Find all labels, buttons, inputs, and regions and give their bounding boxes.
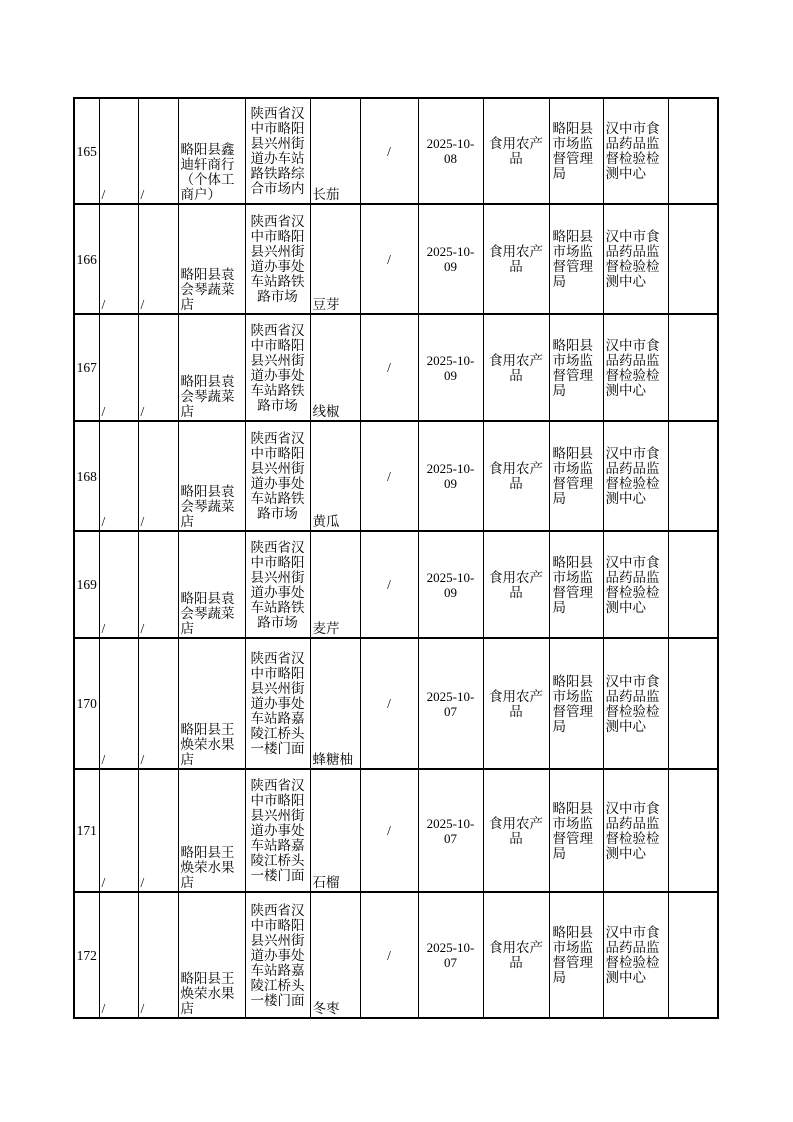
company-name-cell: 略阳县袁会琴蔬菜店 bbox=[178, 314, 245, 421]
serial-number-cell: 166 bbox=[74, 204, 99, 314]
remark-cell bbox=[668, 892, 718, 1018]
serial-number-cell: 165 bbox=[74, 98, 99, 204]
market-authority-cell: 略阳县市场监督管理局 bbox=[549, 769, 603, 892]
placeholder-cell: / bbox=[99, 531, 138, 638]
food-category-cell: 食用农产品 bbox=[483, 421, 549, 531]
address-cell: 陕西省汉中市略阳县兴州街道办事处车站路嘉陵江桥头一楼门面 bbox=[245, 769, 310, 892]
serial-number-cell: 167 bbox=[74, 314, 99, 421]
table-row bbox=[74, 531, 718, 638]
placeholder-cell: / bbox=[360, 638, 418, 769]
remark-cell bbox=[668, 638, 718, 769]
sample-name-cell: 冬枣 bbox=[310, 892, 360, 1018]
placeholder-cell: / bbox=[99, 421, 138, 531]
market-authority-cell: 略阳县市场监督管理局 bbox=[549, 314, 603, 421]
placeholder-cell: / bbox=[138, 314, 178, 421]
testing-agency-cell: 汉中市食品药品监督检验检测中心 bbox=[603, 314, 668, 421]
company-name-cell: 略阳县袁会琴蔬菜店 bbox=[178, 531, 245, 638]
placeholder-cell: / bbox=[360, 769, 418, 892]
address-cell: 陕西省汉中市略阳县兴州街道办车站路铁路综合市场内 bbox=[245, 98, 310, 204]
company-name-cell: 略阳县鑫迪轩商行（个体工商户） bbox=[178, 98, 245, 204]
company-name-cell: 略阳县王焕荣水果店 bbox=[178, 892, 245, 1018]
address-cell: 陕西省汉中市略阳县兴州街道办事处车站路嘉陵江桥头一楼门面 bbox=[245, 638, 310, 769]
address-cell: 陕西省汉中市略阳县兴州街道办事处车站路铁路市场 bbox=[245, 421, 310, 531]
placeholder-cell: / bbox=[99, 204, 138, 314]
sampling-date-cell: 2025-10-07 bbox=[418, 769, 483, 892]
placeholder-cell: / bbox=[360, 98, 418, 204]
placeholder-cell: / bbox=[138, 531, 178, 638]
serial-number-cell: 172 bbox=[74, 892, 99, 1018]
sample-name-cell: 线椒 bbox=[310, 314, 360, 421]
address-cell: 陕西省汉中市略阳县兴州街道办事处车站路铁路市场 bbox=[245, 314, 310, 421]
placeholder-cell: / bbox=[138, 204, 178, 314]
market-authority-cell: 略阳县市场监督管理局 bbox=[549, 638, 603, 769]
testing-agency-cell: 汉中市食品药品监督检验检测中心 bbox=[603, 98, 668, 204]
placeholder-cell: / bbox=[99, 769, 138, 892]
company-name-cell: 略阳县袁会琴蔬菜店 bbox=[178, 204, 245, 314]
food-category-cell: 食用农产品 bbox=[483, 204, 549, 314]
food-category-cell: 食用农产品 bbox=[483, 98, 549, 204]
address-cell: 陕西省汉中市略阳县兴州街道办事处车站路铁路市场 bbox=[245, 204, 310, 314]
placeholder-cell: / bbox=[360, 892, 418, 1018]
sampling-date-cell: 2025-10-08 bbox=[418, 98, 483, 204]
remark-cell bbox=[668, 421, 718, 531]
placeholder-cell: / bbox=[360, 421, 418, 531]
sample-name-cell: 蜂糖柚 bbox=[310, 638, 360, 769]
table-row bbox=[74, 769, 718, 892]
company-name-cell: 略阳县王焕荣水果店 bbox=[178, 769, 245, 892]
placeholder-cell: / bbox=[99, 98, 138, 204]
sampling-date-cell: 2025-10-07 bbox=[418, 638, 483, 769]
placeholder-cell: / bbox=[99, 892, 138, 1018]
remark-cell bbox=[668, 769, 718, 892]
company-name-cell: 略阳县王焕荣水果店 bbox=[178, 638, 245, 769]
serial-number-cell: 171 bbox=[74, 769, 99, 892]
table-row bbox=[74, 98, 718, 204]
serial-number-cell: 169 bbox=[74, 531, 99, 638]
food-category-cell: 食用农产品 bbox=[483, 892, 549, 1018]
remark-cell bbox=[668, 314, 718, 421]
serial-number-cell: 170 bbox=[74, 638, 99, 769]
market-authority-cell: 略阳县市场监督管理局 bbox=[549, 892, 603, 1018]
food-category-cell: 食用农产品 bbox=[483, 769, 549, 892]
placeholder-cell: / bbox=[138, 98, 178, 204]
testing-agency-cell: 汉中市食品药品监督检验检测中心 bbox=[603, 769, 668, 892]
address-cell: 陕西省汉中市略阳县兴州街道办事处车站路铁路市场 bbox=[245, 531, 310, 638]
table-row bbox=[74, 421, 718, 531]
market-authority-cell: 略阳县市场监督管理局 bbox=[549, 421, 603, 531]
testing-agency-cell: 汉中市食品药品监督检验检测中心 bbox=[603, 638, 668, 769]
remark-cell bbox=[668, 531, 718, 638]
placeholder-cell: / bbox=[360, 314, 418, 421]
testing-agency-cell: 汉中市食品药品监督检验检测中心 bbox=[603, 421, 668, 531]
sample-name-cell: 黄瓜 bbox=[310, 421, 360, 531]
food-category-cell: 食用农产品 bbox=[483, 638, 549, 769]
food-category-cell: 食用农产品 bbox=[483, 314, 549, 421]
sample-name-cell: 麦芹 bbox=[310, 531, 360, 638]
sample-name-cell: 豆芽 bbox=[310, 204, 360, 314]
sampling-date-cell: 2025-10-09 bbox=[418, 531, 483, 638]
testing-agency-cell: 汉中市食品药品监督检验检测中心 bbox=[603, 531, 668, 638]
market-authority-cell: 略阳县市场监督管理局 bbox=[549, 98, 603, 204]
table-row bbox=[74, 892, 718, 1018]
placeholder-cell: / bbox=[138, 769, 178, 892]
placeholder-cell: / bbox=[360, 204, 418, 314]
placeholder-cell: / bbox=[99, 638, 138, 769]
sampling-date-cell: 2025-10-09 bbox=[418, 314, 483, 421]
inspection-table bbox=[73, 97, 719, 1019]
company-name-cell: 略阳县袁会琴蔬菜店 bbox=[178, 421, 245, 531]
sample-name-cell: 长茄 bbox=[310, 98, 360, 204]
table-row bbox=[74, 204, 718, 314]
testing-agency-cell: 汉中市食品药品监督检验检测中心 bbox=[603, 204, 668, 314]
placeholder-cell: / bbox=[138, 892, 178, 1018]
sampling-date-cell: 2025-10-09 bbox=[418, 204, 483, 314]
table-row bbox=[74, 314, 718, 421]
serial-number-cell: 168 bbox=[74, 421, 99, 531]
market-authority-cell: 略阳县市场监督管理局 bbox=[549, 204, 603, 314]
sampling-date-cell: 2025-10-07 bbox=[418, 892, 483, 1018]
address-cell: 陕西省汉中市略阳县兴州街道办事处车站路嘉陵江桥头一楼门面 bbox=[245, 892, 310, 1018]
market-authority-cell: 略阳县市场监督管理局 bbox=[549, 531, 603, 638]
sampling-date-cell: 2025-10-09 bbox=[418, 421, 483, 531]
sample-name-cell: 石榴 bbox=[310, 769, 360, 892]
remark-cell bbox=[668, 204, 718, 314]
food-category-cell: 食用农产品 bbox=[483, 531, 549, 638]
remark-cell bbox=[668, 98, 718, 204]
placeholder-cell: / bbox=[138, 421, 178, 531]
table-row bbox=[74, 638, 718, 769]
placeholder-cell: / bbox=[99, 314, 138, 421]
placeholder-cell: / bbox=[138, 638, 178, 769]
testing-agency-cell: 汉中市食品药品监督检验检测中心 bbox=[603, 892, 668, 1018]
placeholder-cell: / bbox=[360, 531, 418, 638]
